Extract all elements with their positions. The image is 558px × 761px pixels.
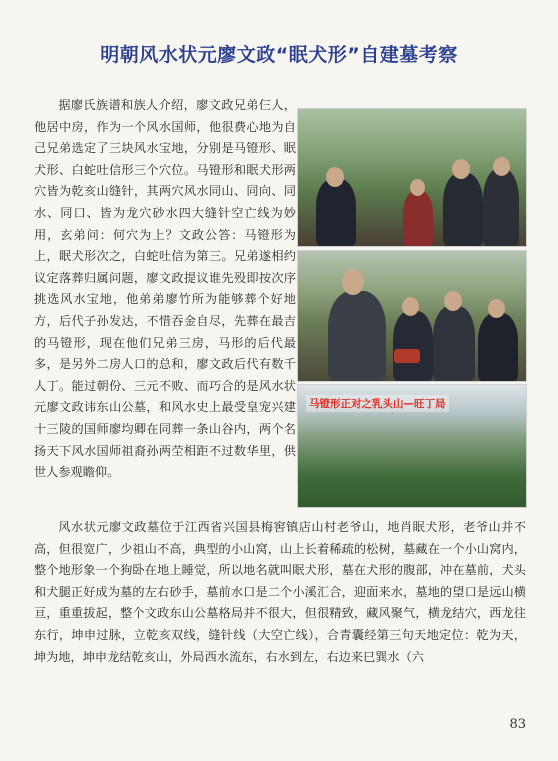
article-body-full <box>34 517 526 668</box>
photo-caption: 马镫形正对之乳头山—旺丁局 <box>306 395 449 412</box>
paragraph-1: 据廖氏族谱和族人介绍，廖文政兄弟仨人，他居中房，作为一个风水国师，他很费心地为自己兄弟选定了三块风水宝地，分别是马镫形、眠犬形、白蛇吐信形三个穴位。马镫形和眠犬形两穴皆为乾亥山缝针，其两穴风水同山、同向、同水、同口、皆为龙穴砂水四大缝针空亡线为妙用，玄弟问：何穴为上？文政公答：马镫形为上，眠犬形次之，白蛇吐信为第三。兄弟遂相约议定落葬归属问题，廖文政提议谁先殁即按次序挑选风水宝地，他弟弟廖竹所为能够葬个好地方，后代子孙发达，不惜吞金自尽，先葬在最吉的马镫形，现在他们兄弟三房，马形的后代最多，是另外二房人口的总和，廖文政后代有数千人丁。能过朝份、三元不败、而巧合的是风水状元廖文政讳东山公墓，和风水史上最受皇宠兴建十三陵的国师廖均卿在同葬一条山谷内，两个名扬天下风水国师祖裔孙两茔相距不过数华里，供世人参观瞻仰。 <box>34 98 296 480</box>
article-title: 明朝风水状元廖文政“眠犬形”自建墓考察 <box>100 44 458 66</box>
page-number: 83 <box>509 717 526 732</box>
photo-group-with-compass <box>297 250 527 382</box>
photo-mountain-landscape <box>297 384 527 508</box>
paragraph-2: 风水状元廖文政墓位于江西省兴国县梅窖镇店山村老爷山，地肖眠犬形，老爷山并不高，但很宽广，少祖山不高，典型的小山窝，山上长着稀疏的松树，墓藏在一个小山窝内，整个地形象一个狗卧在地上睡觉，所以地名就叫眠犬形，墓在犬形的腹部，冲在墓前，犬头和犬腿正好成为墓的左右砂手，墓前水口是二个小溪汇合，迎面来水，墓地的望口是远山横亘，重重拔起，整个文政东山公墓格局并不很大，但很精致，藏风聚气，横龙结穴，西龙往东行，坤申过脉，立乾亥双线，缝针线（大空亡线），合青囊经第三句天地定位：乾为天，坤为地，坤申龙结乾亥山，外局西水流东，右水到左，右边来巳巽水（六 <box>34 520 526 664</box>
photo-group-at-tomb <box>297 108 527 247</box>
article-body-column <box>34 95 296 484</box>
